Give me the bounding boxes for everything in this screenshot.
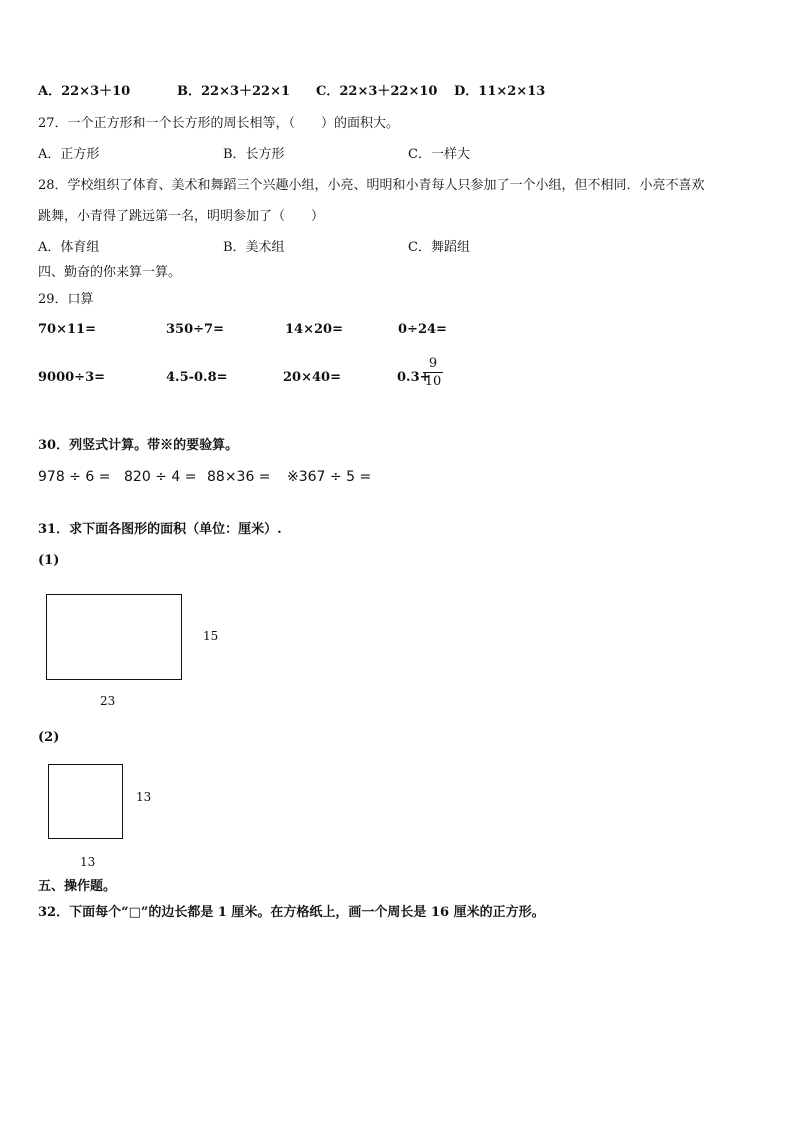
q29-item: 350÷7= [166,322,224,337]
q30-title: 30．列竖式计算。带※的要验算。 [38,438,239,453]
q29-item: 4.5-0.8= [166,370,228,385]
q29-title: 29．口算 [38,292,94,307]
square-figure [48,764,123,839]
section-4-heading: 四、勤奋的你来算一算。 [38,265,182,280]
rectangle-width-label: 23 [100,694,116,708]
q32-stem: 32．下面每个“□”的边长都是 1 厘米。在方格纸上，画一个周长是 16 厘米的正方形。 [38,905,545,920]
q26-option-b: B．22×3＋22×1 [177,84,291,99]
q29-item: 14×20= [285,322,343,337]
q29-item: 0.3+ [397,370,431,385]
q27-stem: 27．一个正方形和一个长方形的周长相等，（ ）的面积大。 [38,116,400,131]
q29-item: 70×11= [38,322,96,337]
q28-option-c: C．舞蹈组 [408,240,470,255]
rectangle-height-label: 15 [203,629,219,643]
q26-option-c: C．22×3＋22×10 [316,84,438,99]
square-side-label: 13 [136,790,152,804]
q31-title: 31．求下面各图形的面积（单位：厘米）. [38,522,282,537]
q29-item: 0÷24= [398,322,447,337]
section-5-heading: 五、操作题。 [38,879,117,894]
q26-option-d: D．11×2×13 [454,84,546,99]
fraction-numerator: 9 [428,356,438,371]
q30-item: 820 ÷ 4 = [124,469,197,485]
q30-item: 88×36 = [207,469,271,485]
q27-option-c: C．一样大 [408,147,470,162]
square-bottom-label: 13 [80,855,96,869]
q26-option-a: A．22×3＋10 [38,84,131,99]
q27-option-b: B．长方形 [223,147,285,162]
q28-option-a: A．体育组 [38,240,100,255]
q31-figure-2-label: (2) [38,730,60,745]
q29-fraction [423,356,443,389]
fraction-denominator: 10 [424,374,442,389]
q27-option-a: A．正方形 [38,147,100,162]
q28-stem-line1: 28．学校组织了体育、美术和舞蹈三个兴趣小组，小亮、明明和小青每人只参加了一个小组，但不相同．小亮不喜欢 [38,178,705,193]
q31-figure-1-label: (1) [38,553,60,568]
q29-item: 20×40= [283,370,341,385]
q30-item: 978 ÷ 6 = [38,469,111,485]
fraction-bar [423,372,443,373]
rectangle-figure [46,594,182,680]
q30-item: ※367 ÷ 5 = [287,469,372,485]
q28-stem-line2: 跳舞，小青得了跳远第一名，明明参加了（ ） [38,209,325,224]
q29-item: 9000÷3= [38,370,106,385]
q28-option-b: B．美术组 [223,240,285,255]
